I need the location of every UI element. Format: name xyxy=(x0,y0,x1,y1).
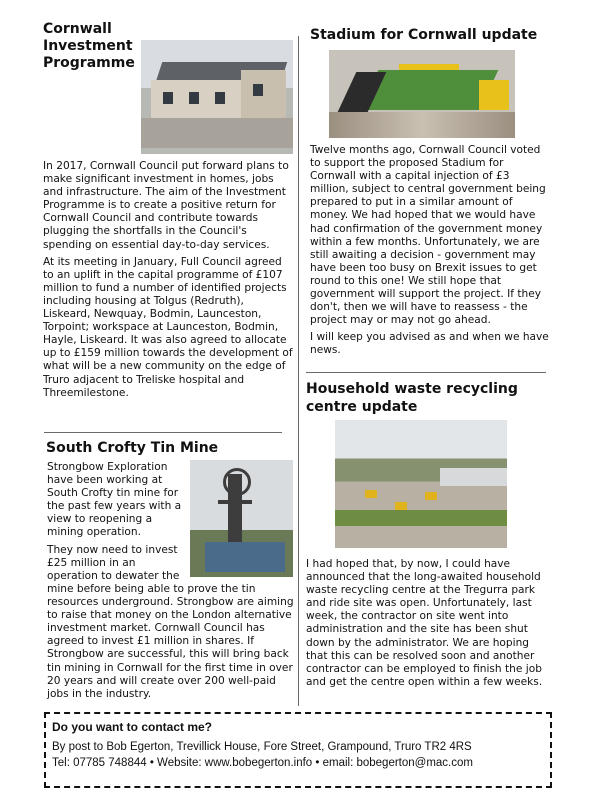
stadium-body xyxy=(310,144,550,362)
stadium-paragraph-2: I will keep you advised as and when we have news. xyxy=(310,331,549,357)
crofty-heading: South Crofty Tin Mine xyxy=(46,440,219,456)
mine-photo xyxy=(190,460,293,577)
recycling-site-photo xyxy=(335,420,507,548)
waste-heading: Household waste recycling centre update xyxy=(306,381,518,415)
stadium-heading: Stadium for Cornwall update xyxy=(310,27,538,43)
column-divider xyxy=(298,36,299,706)
section-rule xyxy=(306,372,546,373)
contact-heading: Do you want to contact me? xyxy=(52,720,213,734)
crofty-paragraph-2b: mine before being able to prove the tin resources underground. Strongbow are aiming to raise that money on the London alternative investment market. Cornwall Council has agreed to invest £1 million in shares. If Strongbow are successful, this will bring back tin mining in Cornwall for the first time in over 20 years and will create over 200 well-paid jobs in the industry. xyxy=(47,583,294,700)
stadium-paragraph-1: Twelve months ago, Cornwall Council voted to support the proposed Stadium for Cornwall with a capital injection of £3 million, subject to central government being prepared to put in a similar amount of money. We had hoped that we would have had confirmation of the government money within a few months. Unfortunately, we are still awaiting a decision - government may have been too busy on Brexit issues to get round to this one! We still hope that government will support the project. If they don't, then we will have to reassess - the project may or may not go ahead. xyxy=(310,144,546,327)
crofty-paragraph-2a: They now need to invest £25 million in an operation to dewater the xyxy=(47,543,180,582)
contact-tel-web-email: Tel: 07785 748844 • Website: www.bobegerton.info • email: bobegerton@mac.com xyxy=(52,757,473,769)
crofty-paragraph-1: Strongbow Exploration have been working at South Crofty tin mine for the past few years with a view to reopening a mining operation. xyxy=(47,461,182,539)
crofty-body-narrow xyxy=(47,461,187,583)
cip-heading: Cornwall Investment Programme xyxy=(43,21,135,71)
contact-post: By post to Bob Egerton, Trevillick House, Fore Street, Grampound, Truro TR2 4RS xyxy=(52,741,472,753)
crofty-body-wide xyxy=(47,583,295,705)
waste-body xyxy=(306,558,548,693)
housing-photo xyxy=(141,40,293,154)
cip-paragraph-2: At its meeting in January, Full Council agreed to an uplift in the capital programme of £107 million to fund a number of identified projects including housing at Tolgus (Redruth), Liskeard, Newquay, Bodmin, Launceston, Torpoint; workspace at Launceston, Bodmin, Hayle, Liskeard. It was also agreed to allocate up to £159 million towards the development of what will be a new community on the edge of Truro adjacent to Treliske hospital and Threemilestone. xyxy=(43,255,293,399)
cip-paragraph-1: In 2017, Cornwall Council put forward plans to make significant investment in homes, jobs and infrastructure. The aim of the Investment Programme is to create a positive return for Cornwall Council and contribute towards plugging the shortfalls in the Council's spending on essential day-to-day services. xyxy=(43,160,289,251)
cip-body xyxy=(43,160,293,404)
stadium-photo xyxy=(329,50,515,138)
waste-paragraph-1: I had hoped that, by now, I could have announced that the long-awaited household waste recycling centre at the Tregurra park and ride site was open. Unfortunately, last week, the contractor on site went into administration and the site has been shut down by the administrator. We are hoping that this can be resolved soon and another contractor can be employed to finish the job and get the centre open within a few weeks. xyxy=(306,558,543,688)
section-rule xyxy=(44,432,282,433)
